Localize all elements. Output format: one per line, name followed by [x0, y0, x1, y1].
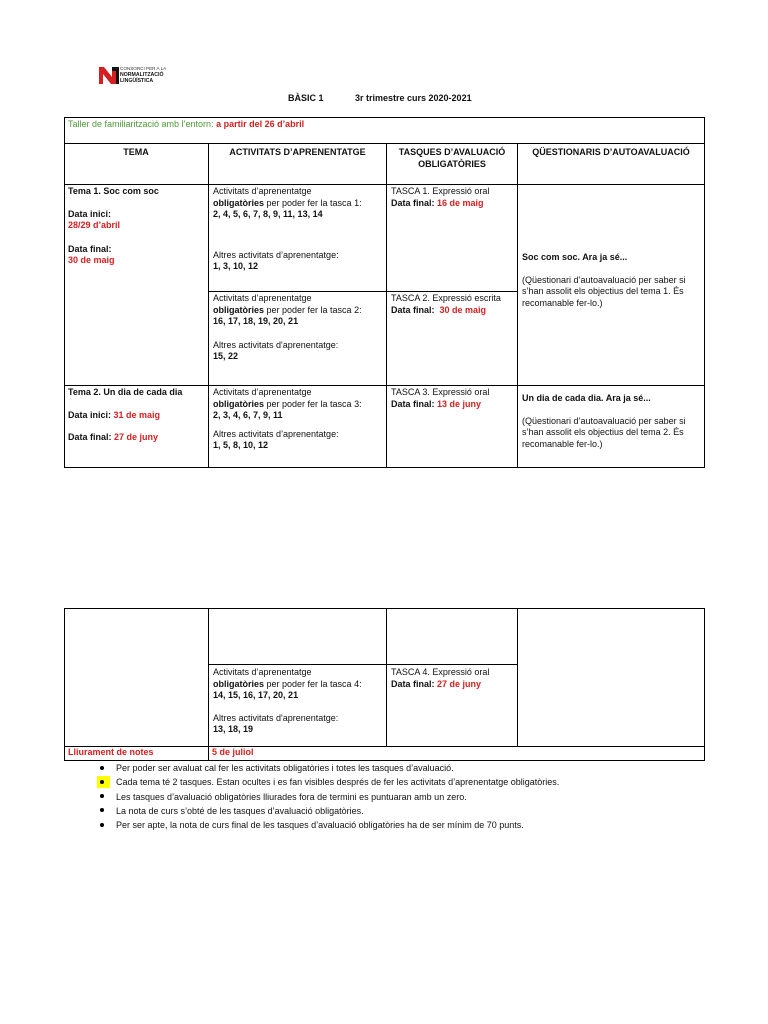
note-text: Les tasques d’avaluació obligatòries lliurades fora de termini es puntuaran amb un zero.: [116, 791, 467, 802]
note-item: [96, 804, 559, 818]
tema1-end-date: 30 de maig: [68, 255, 115, 265]
activities-purpose: per poder fer la tasca 2:: [264, 304, 362, 315]
tema1-title: Tema 1. Soc com soc: [68, 186, 159, 196]
quiz1-description: (Qüestionari d’autoavaluació per saber si s’han assolit els objectius del tema 1. És recomanable fer-lo.): [522, 274, 686, 308]
obligatory-word: obligatòries: [213, 304, 265, 315]
other-activities-list: 1, 5, 8, 10, 12: [213, 440, 269, 450]
task4-date-label: Data final:: [391, 678, 435, 689]
bullet-icon: [100, 808, 104, 812]
workshop-row: [68, 119, 304, 131]
note-item: [96, 818, 559, 832]
logo-line-1: CONSORCI PER A LA: [120, 66, 167, 71]
tema1-cell: [68, 186, 206, 267]
activities-tasca3: [213, 387, 385, 452]
obligatory-word: obligatòries: [213, 678, 265, 689]
task1-date-label: Data final:: [391, 197, 435, 208]
note-item: [96, 790, 559, 804]
note-item: [96, 775, 559, 789]
note-text: La nota de curs s’obté de les tasques d’avaluació obligatòries.: [116, 805, 364, 816]
tema2-end-label: Data final:: [68, 432, 112, 442]
logo-line-3: LINGÜÍSTICA: [120, 78, 154, 84]
quiz2-cell: [522, 393, 702, 450]
task4-date: 27 de juny: [437, 678, 482, 689]
quiz2-title: Un dia de cada dia. Ara ja sé...: [522, 393, 651, 403]
obligatory-word: obligatòries: [213, 197, 265, 208]
note-text: Per poder ser avaluat cal fer les activitats obligatòries i totes les tasques d’avaluació.: [116, 763, 454, 773]
task2-name: TASCA 2. Expressió escrita: [391, 293, 501, 303]
task3-name: TASCA 3. Expressió oral: [391, 387, 490, 397]
other-activities-list: 15, 22: [213, 351, 239, 361]
other-activities-list: 13, 18, 19: [213, 724, 254, 734]
obligatory-activities-list: 16, 17, 18, 19, 20, 21: [213, 316, 299, 326]
course-title: BÀSIC 1: [288, 93, 324, 103]
activities-purpose: per poder fer la tasca 1:: [264, 197, 362, 208]
cpnl-logo-icon: [98, 64, 120, 86]
task2-date-label: Data final:: [391, 304, 435, 315]
task4-cell: [391, 667, 516, 690]
task1-date: 16 de maig: [437, 197, 484, 208]
other-activities-label: Altres activitats d'aprenentatge:: [213, 712, 339, 723]
bullet-icon: [100, 780, 104, 784]
quiz2-description: (Qüestionari d’autoavaluació per saber si s’han assolit els objectius del tema 2. És recomanable fer-lo.): [522, 415, 686, 449]
tema1-start-date: 28/29 d’abril: [68, 220, 121, 230]
col-header-questionaris: QÜESTIONARIS D’AUTOAVALUACIÓ: [532, 147, 690, 157]
other-activities-label: Altres activitats d’aprenentatge:: [213, 428, 339, 439]
activities-intro: Activitats d’aprenentatge: [213, 387, 312, 397]
logo-text: [120, 66, 166, 84]
task2-date: 30 de maig: [439, 304, 487, 315]
logo-line-2: NORMALITZACIÓ: [120, 72, 164, 78]
tema2-title: Tema 2. Un dia de cada dia: [68, 387, 183, 397]
col-header-tasques: TASQUES D’AVALUACIÓ OBLIGATÒRIES: [398, 147, 506, 169]
grades-date: 5 de juliol: [212, 747, 254, 757]
bullet-icon: [100, 794, 104, 798]
tema2-start-date: 31 de maig: [113, 409, 161, 420]
other-activities-label: Altres activitats d’aprenentatge:: [213, 249, 339, 260]
task3-date-label: Data final:: [391, 398, 435, 409]
logo: [98, 64, 188, 90]
task1-name: TASCA 1. Expressió oral: [391, 186, 490, 196]
task3-cell: [391, 387, 516, 410]
activities-tasca1: [213, 186, 385, 273]
task2-cell: [391, 293, 516, 316]
tema1-end-label: Data final:: [68, 243, 112, 254]
tema1-start-label: Data inici:: [68, 208, 112, 219]
bullet-icon: [100, 766, 104, 770]
grades-label: Lliurament de notes: [68, 747, 154, 757]
activities-tasca2: [213, 293, 385, 363]
obligatory-activities-list: 2, 4, 5, 6, 7, 8, 9, 11, 13, 14: [213, 209, 323, 219]
tema2-cell: [68, 387, 206, 444]
activities-purpose: per poder fer la tasca 3:: [264, 398, 362, 409]
quiz1-cell: [522, 252, 702, 309]
obligatory-word: obligatòries: [213, 398, 265, 409]
other-activities-list: 1, 3, 10, 12: [213, 261, 259, 271]
other-activities-label: Altres activitats d'aprenentatge:: [213, 339, 339, 350]
activities-tasca4: [213, 667, 385, 736]
note-text: Cada tema té 2 tasques. Estan ocultes i es fan visibles després de fer les activitats d’aprenentatge obligatòries.: [116, 777, 560, 788]
col-header-tema: TEMA: [123, 147, 149, 157]
workshop-label: Taller de familiarització amb l’entorn:: [68, 119, 214, 129]
tema2-end-date: 27 de juny: [114, 432, 159, 442]
task3-date: 13 de juny: [437, 398, 482, 409]
note-item: [96, 761, 559, 775]
quiz1-title: Soc com soc. Ara ja sé...: [522, 252, 628, 262]
tema2-start-label: Data inici:: [68, 409, 112, 420]
note-text: Per ser apte, la nota de curs final de les tasques d’avaluació obligatòries ha de ser mínim de 70 punts.: [116, 820, 524, 831]
activities-purpose: per poder fer la tasca 4:: [264, 678, 362, 689]
task1-cell: [391, 186, 516, 209]
notes-list: [96, 761, 559, 832]
bullet-icon: [100, 823, 104, 827]
obligatory-activities-list: 2, 3, 4, 6, 7, 9, 11: [213, 410, 283, 420]
term-title: 3r trimestre curs 2020-2021: [355, 93, 472, 103]
activities-intro: Activitats d’aprenentatge: [213, 293, 312, 303]
activities-intro: Activitats d’aprenentatge: [213, 186, 312, 196]
activities-intro: Activitats d’aprenentatge: [213, 667, 312, 677]
col-header-activitats: ACTIVITATS D’APRENENTATGE: [229, 147, 366, 157]
workshop-date: a partir del 26 d’abril: [216, 119, 305, 129]
obligatory-activities-list: 14, 15, 16, 17, 20, 21: [213, 690, 299, 700]
task4-name: TASCA 4. Expressió oral: [391, 667, 490, 677]
